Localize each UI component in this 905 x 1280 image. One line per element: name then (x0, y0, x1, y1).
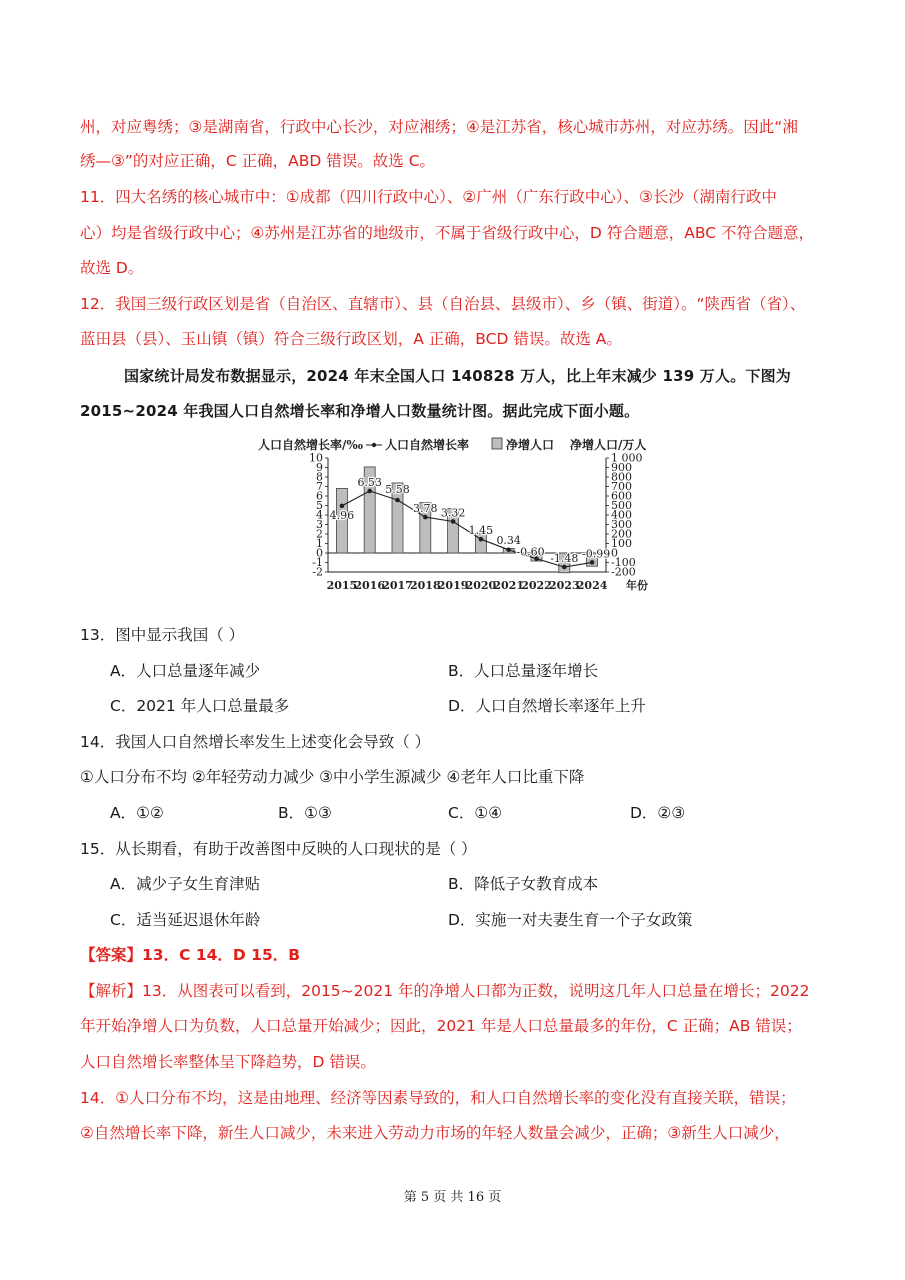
x-tick-label: 2022 (521, 579, 552, 592)
y-right-axis-title: 净增人口/万人 (570, 438, 647, 452)
y-left-tick-label: 8 (316, 470, 323, 484)
legend-bar-swatch (492, 438, 502, 449)
y-right-tick-label: 800 (611, 470, 632, 484)
y-right-tick-label: 0 (611, 546, 618, 560)
x-tick-label: 2018 (409, 579, 441, 592)
y-right-tick-label: 200 (611, 527, 632, 541)
y-right-tick-label: 900 (611, 461, 632, 474)
data-label: 1.45 (468, 524, 494, 538)
page-footer: 第 5 页 共 16 页 (403, 1190, 502, 1205)
data-label: 6.53 (357, 475, 382, 489)
question-14-stem: 14．我国人口自然增长率发生上述变化会导致（ ） (80, 733, 431, 751)
y-left-tick-label: 6 (316, 489, 323, 503)
data-label: 4.96 (329, 508, 355, 522)
answer-text-line: 州，对应粤绣；③是湖南省，行政中心长沙，对应湘绣；④是江苏省，核心城市苏州，对应苏绣。因此“湘 (80, 118, 798, 136)
x-tick-label: 2020 (465, 579, 497, 592)
y-right-tick-label: 100 (611, 537, 632, 550)
legend-line-label: 人口自然增长率 (385, 438, 470, 452)
line-point (340, 504, 345, 509)
y-right-tick-label: 700 (611, 480, 632, 493)
analysis-line: 年开始净增人口为负数，人口总量开始减少；因此，2021 年是人口总量最多的年份，C 正确；AB 错误； (80, 1017, 802, 1035)
y-left-axis-title: 人口自然增长率/‰ (258, 438, 364, 452)
line-point (506, 547, 511, 552)
y-left-tick-label: 10 (309, 451, 323, 465)
y-left-tick-label: 1 (316, 537, 323, 550)
line-point (367, 489, 372, 494)
q15-option-b[interactable]: B．降低子女教育成本 (448, 875, 599, 893)
line-point (395, 498, 400, 503)
y-right-tick-label: -200 (611, 565, 636, 579)
data-label: 0.34 (496, 533, 521, 547)
x-tick-label: 2016 (354, 579, 386, 592)
y-right-tick-label: 300 (611, 518, 632, 531)
line-point (562, 565, 567, 570)
x-tick-label: 2015 (326, 579, 358, 592)
q13-option-b[interactable]: B．人口总量逐年增长 (448, 662, 599, 680)
y-left-tick-label: -1 (312, 556, 323, 569)
y-left-tick-label: 0 (316, 546, 323, 560)
analysis-line: ②自然增长率下降，新生人口减少，未来进入劳动力市场的年轻人数量会减少，正确；③新生人口减少， (80, 1124, 790, 1142)
y-left-tick-label: 9 (316, 461, 323, 474)
y-right-tick-label: 600 (611, 489, 632, 503)
y-right-tick-label: -100 (611, 556, 636, 569)
x-tick-label: 2023 (548, 579, 580, 592)
q13-option-a[interactable]: A．人口总量逐年减少 (110, 662, 261, 680)
x-axis-unit: 年份 (626, 579, 648, 592)
q15-option-c[interactable]: C．适当延迟退休年龄 (110, 911, 261, 929)
q14-option-a[interactable]: A．①② (110, 804, 164, 822)
y-left-tick-label: 5 (316, 499, 323, 512)
legend-line-marker (372, 443, 376, 447)
answer-text-line: 故选 D。 (80, 259, 144, 277)
q13-option-d[interactable]: D．人口自然增长率逐年上升 (448, 697, 646, 715)
population-chart (240, 432, 670, 612)
y-left-tick-label: 7 (316, 480, 323, 493)
data-label: 5.58 (385, 482, 410, 496)
q15-option-d[interactable]: D．实施一对夫妻生育一个子女政策 (448, 911, 693, 929)
data-label: 3.32 (440, 506, 466, 520)
answer-key: 【答案】13．C 14．D 15．B (80, 946, 301, 964)
answer-text-line: 心）均是省级行政中心；④苏州是江苏省的地级市，不属于省级行政中心，D 符合题意，ABC 不符合题意， (80, 224, 814, 242)
analysis-line: 【解析】13．从图表可以看到，2015~2021 年的净增人口都为正数，说明这几年人口总量在增长；2022 (80, 982, 810, 1000)
question-14-items: ①人口分布不均 ②年轻劳动力减少 ③中小学生源减少 ④老年人口比重下降 (80, 768, 585, 786)
q14-option-b[interactable]: B．①③ (278, 804, 332, 822)
answer-text-q12: 12．我国三级行政区划是省（自治区、直辖市）、县（自治县、县级市）、乡（镇、街道）。“陕西省（省）、 (80, 295, 806, 313)
data-label: -0.99 (581, 547, 611, 561)
analysis-line: 14．①人口分布不均，这是由地理、经济等因素导致的，和人口自然增长率的变化没有直接关联，错误； (80, 1089, 796, 1107)
data-label: 3.78 (413, 502, 438, 516)
legend-bar-label: 净增人口 (506, 438, 555, 452)
line-point (423, 515, 428, 520)
x-tick-label: 2024 (576, 579, 608, 592)
y-right-tick-label: 400 (611, 508, 632, 522)
y-left-tick-label: 2 (316, 527, 323, 541)
data-label: -0.60 (516, 545, 545, 559)
analysis-line: 人口自然增长率整体呈下降趋势，D 错误。 (80, 1053, 376, 1071)
x-tick-label: 2017 (382, 579, 413, 592)
x-tick-label: 2019 (437, 579, 469, 592)
q13-option-c[interactable]: C．2021 年人口总量最多 (110, 697, 290, 715)
q15-option-a[interactable]: A．减少子女生育津贴 (110, 875, 261, 893)
y-left-tick-label: -2 (312, 565, 323, 579)
y-right-tick-label: 500 (611, 499, 632, 512)
y-left-tick-label: 3 (316, 518, 323, 531)
line-point (590, 560, 595, 565)
y-right-tick-label: 1 000 (611, 451, 643, 465)
q14-option-d[interactable]: D．②③ (630, 804, 686, 822)
y-left-tick-label: 4 (316, 508, 323, 522)
question-13-stem: 13．图中显示我国（ ） (80, 626, 245, 644)
question-15-stem: 15．从长期看，有助于改善图中反映的人口现状的是（ ） (80, 840, 477, 858)
passage-intro: 2015~2024 年我国人口自然增长率和净增人口数量统计图。据此完成下面小题。 (80, 402, 640, 420)
line-point (479, 537, 484, 542)
data-label: -1.48 (550, 552, 579, 566)
answer-text-line: 绣—③”的对应正确，C 正确，ABD 错误。故选 C。 (80, 152, 436, 170)
q14-option-c[interactable]: C．①④ (448, 804, 503, 822)
x-tick-label: 2021 (493, 579, 525, 592)
answer-text-line: 蓝田县（县）、玉山镇（镇）符合三级行政区划，A 正确，BCD 错误。故选 A。 (80, 330, 622, 348)
answer-text-q11: 11．四大名绣的核心城市中：①成都（四川行政中心）、②广州（广东行政中心）、③长沙（湖南行政中 (80, 188, 777, 206)
line-point (451, 519, 456, 524)
passage-intro: 国家统计局发布数据显示，2024 年末全国人口 140828 万人，比上年末减少 139 万人。下图为 (124, 367, 791, 385)
